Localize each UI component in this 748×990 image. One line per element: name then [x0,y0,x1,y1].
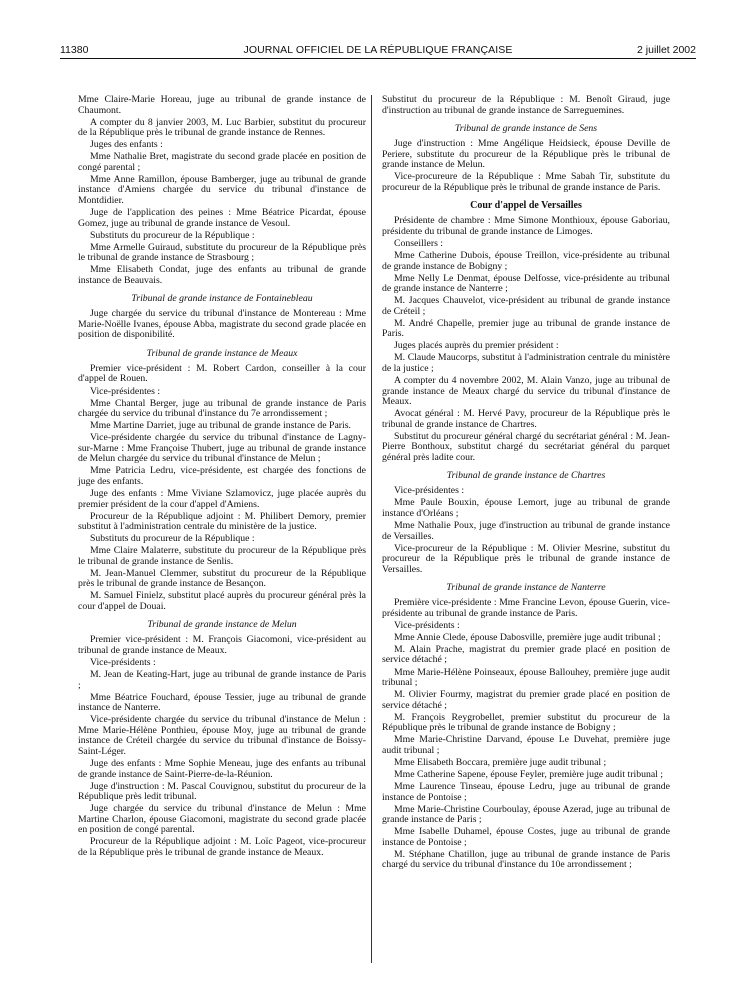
paragraph: Vice-présidents : [90,657,156,669]
paragraph: Mme Marie-Christine Courboulay, épouse Azerad, juge au tribunal de grande instance de Paris ; [382,803,670,826]
paragraph: Mme Armelle Guiraud, substitute du procureur de la République près le tribunal de grande instance de Strasbourg ; [78,241,366,264]
paragraph: Mme Claire-Marie Horeau, juge au tribunal de grande instance de Chaumont. [78,94,366,116]
paragraph: Substitut du procureur de la République : M. Benoît Giraud, juge d'instruction au tribunal de grande instance de Sarreguemines. [382,94,670,116]
section-heading: Tribunal de grande instance de Sens [454,123,598,135]
paragraph: Mme Nathalie Bret, magistrate du second grade placée en position de congé parental ; [78,151,366,173]
paragraph: Substitut du procureur général chargé du secrétariat général : M. Jean-Pierre Bonthoux, substitut chargé du secrétariat général du parquet général près ladite cour. [382,430,670,463]
right-column [382,95,670,872]
section-heading: Tribunal de grande instance de Chartres [446,470,606,482]
paragraph: Mme Anne Ramillon, épouse Bamberger, juge au tribunal de grande instance d'Amiens chargée du service du tribunal d'instance de Montdidier. [78,173,366,206]
paragraph: Mme Marie-Hélène Poinseaux, épouse Ballouhey, première juge audit tribunal ; [382,666,670,689]
paragraph: A compter du 8 janvier 2003, M. Luc Barbier, substitut du procureur de la République près le tribunal de grande instance de Rennes. [78,116,366,139]
paragraph: Mme Paule Bouxin, épouse Lemort, juge au tribunal de grande instance d'Orléans ; [382,497,670,519]
paragraph: Vice-présidente chargée du service du tribunal d'instance de Lagny-sur-Marne : Mme Françoise Thubert, juge au tribunal de grande instance de Melun chargée du service du tribunal d'instance de Melun ; [78,432,366,465]
paragraph: Vice-présidentes : [394,485,465,497]
paragraph: Juges des enfants : [90,139,163,151]
paragraph: Juges placés auprès du premier président : [394,340,559,352]
paragraph: Vice-présidentes : [90,385,161,397]
paragraph: Substituts du procureur de la République : [90,229,255,241]
paragraph: M. Stéphane Chatillon, juge au tribunal de grande instance de Paris chargé du service du tribunal d'instance du 10e arrondissement ; [382,848,670,871]
court-heading: Cour d'appel de Versailles [470,200,582,212]
page-header [60,42,696,59]
paragraph: Juge d'instruction : M. Pascal Couvignou, substitut du procureur de la République près ledit tribunal. [78,780,366,803]
paragraph: M. Claude Maucorps, substitut à l'administration centrale du ministère de la justice ; [382,352,670,374]
paragraph: Présidente de chambre : Mme Simone Monthioux, épouse Gaboriau, présidente du tribunal de grande instance de Limoges. [382,215,670,237]
section-heading: Tribunal de grande instance de Nanterre [446,582,606,594]
paragraph: M. André Chapelle, premier juge au tribunal de grande instance de Paris. [382,317,670,340]
paragraph: Juge chargée du service du tribunal d'instance de Melun : Mme Martine Charlon, épouse Giacomoni, magistrate du second grade placée en position de congé parental. [78,803,366,836]
journal-title: JOURNAL OFFICIEL DE LA RÉPUBLIQUE FRANÇAISE [243,44,513,56]
paragraph: Première vice-présidente : Mme Francine Levon, épouse Guerin, vice-présidente au tribunal de grande instance de Paris. [382,597,670,619]
paragraph: Mme Elisabeth Condat, juge des enfants au tribunal de grande instance de Beauvais. [78,264,366,286]
paragraph: Juge des enfants : Mme Viviane Szlamovicz, juge placée auprès du premier président de la cour d'appel d'Amiens. [78,487,366,510]
section-heading: Tribunal de grande instance de Meaux [146,347,298,359]
paragraph: Mme Catherine Sapene, épouse Feyler, première juge audit tribunal ; [394,768,664,780]
paragraph: M. Jean-Manuel Clemmer, substitut du procureur de la République près le tribunal de grande instance de Besançon. [78,567,366,590]
paragraph: Mme Martine Darriet, juge au tribunal de grande instance de Paris. [90,420,351,432]
paragraph: M. Alain Prache, magistrat du premier grade placé en position de service détaché ; [382,643,670,666]
paragraph: Vice-présidente chargée du service du tribunal d'instance de Melun : Mme Marie-Hélène Ponthieu, épouse Moy, juge au tribunal de grande instance de Créteil chargée du service du tribunal d'instance de Boissy-Saint-Léger. [78,714,366,757]
paragraph: A compter du 4 novembre 2002, M. Alain Vanzo, juge au tribunal de grande instance de Meaux chargé du service du tribunal d'instance de Meaux. [382,374,670,408]
paragraph: Mme Béatrice Fouchard, épouse Tessier, juge au tribunal de grande instance de Nanterre. [78,691,366,714]
paragraph: Premier vice-président : M. François Giacomoni, vice-président au tribunal de grande instance de Meaux. [78,634,366,657]
paragraph: Procureur de la République adjoint : M. Loïc Pageot, vice-procureur de la République près le tribunal de grande instance de Meaux. [78,836,366,858]
paragraph: M. Olivier Fourmy, magistrat du premier grade placé en position de service détaché ; [382,689,670,711]
paragraph: Conseillers : [394,237,444,249]
paragraph: Mme Annie Clede, épouse Dabosville, première juge audit tribunal ; [394,631,661,643]
paragraph: Procureur de la République adjoint : M. Philibert Demory, premier substitut à l'administration centrale du ministère de la justice. [78,510,366,533]
paragraph: Mme Isabelle Duhamel, épouse Costes, juge au tribunal de grande instance de Pontoise ; [382,826,670,848]
section-heading: Tribunal de grande instance de Melun [147,619,297,631]
paragraph: Avocat général : M. Hervé Pavy, procureur de la République près le tribunal de grande instance de Chartres. [382,408,670,430]
left-column [78,95,366,860]
paragraph: Juge chargée du service du tribunal d'instance de Montereau : Mme Marie-Noëlle Ivanes, épouse Abba, magistrate du second grade placée en position de disponibilité. [78,308,366,341]
paragraph: Mme Patricia Ledru, vice-présidente, est chargée des fonctions de juge des enfants. [78,465,366,487]
paragraph: Mme Claire Malaterre, substitute du procureur de la République près le tribunal de grande instance de Senlis. [78,545,366,567]
paragraph: Mme Elisabeth Boccara, première juge audit tribunal ; [394,756,607,768]
paragraph: M. Jean de Keating-Hart, juge au tribunal de grande instance de Paris ; [78,669,366,691]
section-heading: Tribunal de grande instance de Fontainebleau [131,293,313,305]
paragraph: Juge des enfants : Mme Sophie Meneau, juge des enfants au tribunal de grande instance de Saint-Pierre-de-la-Réunion. [78,757,366,780]
paragraph: Mme Nathalie Poux, juge d'instruction au tribunal de grande instance de Versailles. [382,520,670,542]
paragraph: Vice-présidents : [394,619,460,631]
paragraph: Mme Nelly Le Denmat, épouse Delfosse, vice-présidente au tribunal de grande instance de Nanterre ; [382,272,670,295]
paragraph: Substituts du procureur de la République : [90,533,255,545]
page-number: 11380 [60,44,89,56]
paragraph: Premier vice-président : M. Robert Cardon, conseiller à la cour d'appel de Rouen. [78,362,366,385]
paragraph: M. François Reygrobellet, premier substitut du procureur de la République près le tribunal de grande instance de Bobigny ; [382,711,670,734]
paragraph: Vice-procureure de la République : Mme Sabah Tir, substitute du procureur de la République près le tribunal de grande instance de Paris. [382,171,670,193]
column-divider [371,95,372,963]
paragraph: Juge de l'application des peines : Mme Béatrice Picardat, épouse Gomez, juge au tribunal de grande instance de Vesoul. [78,206,366,229]
paragraph: Juge d'instruction : Mme Angélique Heidsieck, épouse Deville de Periere, substitute du procureur de la République près le tribunal de grande instance de Melun. [382,138,670,171]
paragraph: Vice-procureur de la République : M. Olivier Mesrine, substitut du procureur de la République près le tribunal de grande instance de Versailles. [382,542,670,575]
paragraph: M. Samuel Finielz, substitut placé auprès du procureur général près la cour d'appel de Douai. [78,590,366,612]
paragraph: Mme Chantal Berger, juge au tribunal de grande instance de Paris chargée du service du tribunal d'instance du 7e arrondissement ; [78,397,366,420]
paragraph: Mme Marie-Christine Darvand, épouse Le Duvehat, première juge audit tribunal ; [382,734,670,756]
paragraph: Mme Catherine Dubois, épouse Treillon, vice-présidente au tribunal de grande instance de Bobigny ; [382,249,670,272]
paragraph: Mme Laurence Tinseau, épouse Ledru, juge au tribunal de grande instance de Pontoise ; [382,780,670,803]
paragraph: M. Jacques Chauvelot, vice-président au tribunal de grande instance de Créteil ; [382,295,670,317]
publication-date: 2 juillet 2002 [637,44,696,56]
